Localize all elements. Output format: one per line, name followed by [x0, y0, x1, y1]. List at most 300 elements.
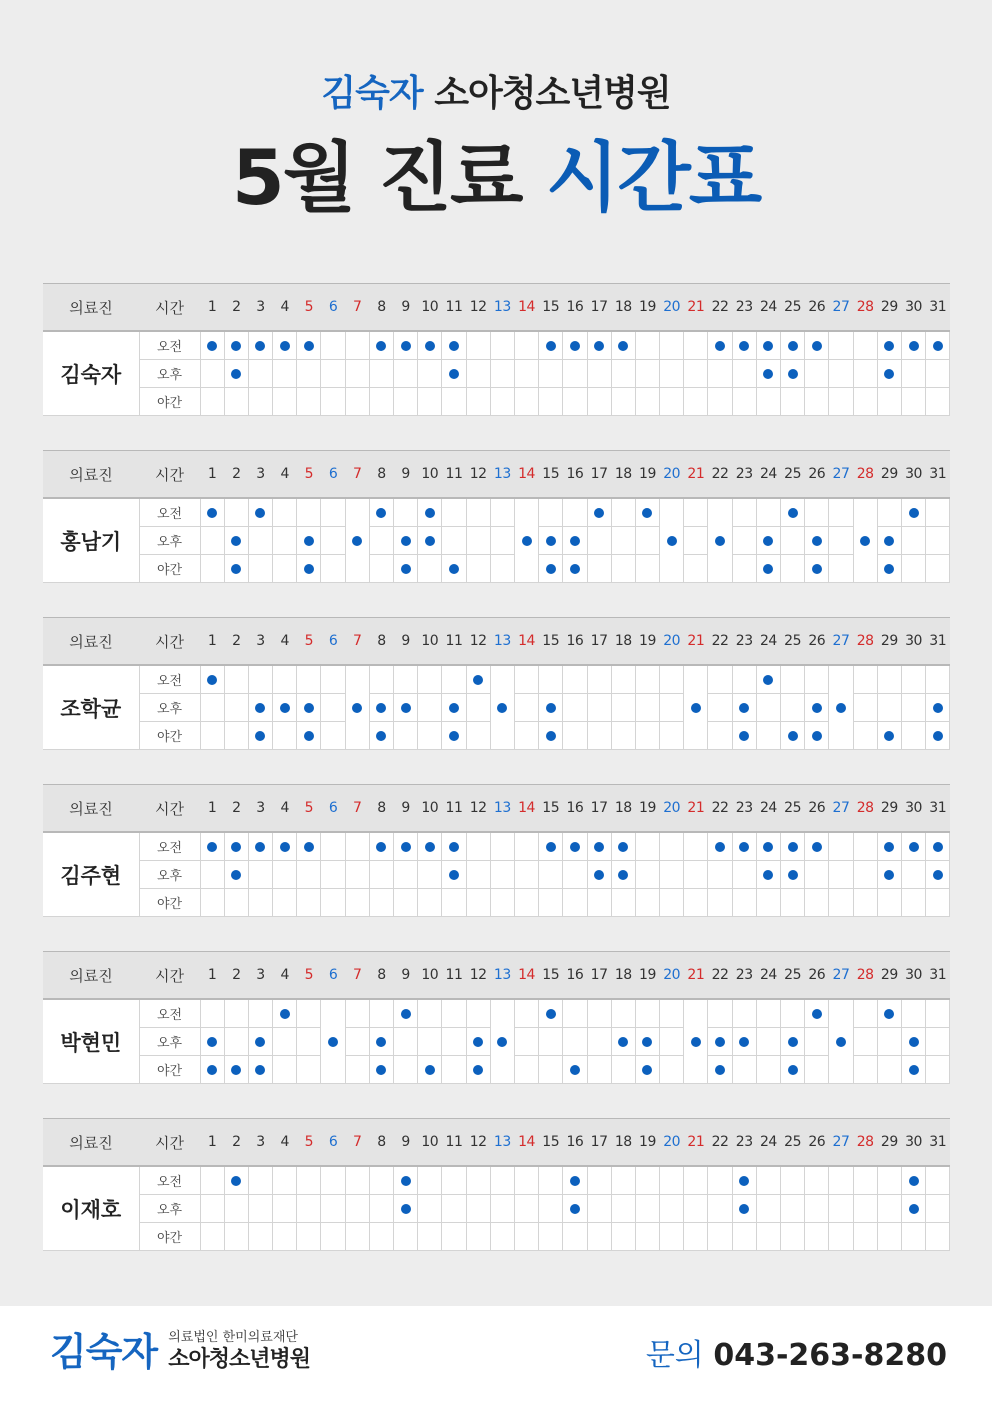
day-header: 11 [442, 1119, 466, 1167]
time-slot-label: 야간 [139, 889, 200, 917]
day-header: 24 [756, 618, 780, 666]
schedule-cell [732, 498, 756, 527]
day-header: 16 [563, 1119, 587, 1167]
day-header: 25 [781, 618, 805, 666]
schedule-cell [514, 331, 538, 360]
schedule-cell [708, 388, 732, 416]
schedule-cell [442, 999, 466, 1028]
schedule-cell [611, 1166, 635, 1195]
schedule-cell [514, 999, 538, 1028]
day-header: 8 [369, 284, 393, 332]
day-header: 7 [345, 952, 369, 1000]
day-header: 24 [756, 785, 780, 833]
schedule-cell [321, 665, 345, 694]
schedule-cell [926, 527, 950, 555]
schedule-cell [781, 1223, 805, 1251]
schedule-cell [248, 360, 272, 388]
day-header: 21 [684, 284, 708, 332]
day-header: 27 [829, 451, 853, 499]
doctor-name: 이재호 [43, 1166, 139, 1251]
schedule-cell [635, 722, 659, 750]
schedule-cell [442, 889, 466, 917]
schedule-cell [660, 360, 684, 388]
schedule-cell [901, 1028, 925, 1056]
schedule-cell [563, 1223, 587, 1251]
schedule-cell [635, 861, 659, 889]
schedule-cell [732, 1028, 756, 1056]
day-header: 22 [708, 451, 732, 499]
schedule-cell [200, 889, 224, 917]
schedule-cell [466, 694, 490, 722]
contact-phone[interactable]: 043-263-8280 [713, 1338, 947, 1373]
schedule-cell [514, 722, 538, 750]
schedule-cell [708, 665, 732, 694]
day-header: 9 [394, 785, 418, 833]
schedule-cell [345, 999, 369, 1028]
schedule-cell [926, 1056, 950, 1084]
schedule-cell [756, 999, 780, 1028]
schedule-dot [715, 536, 725, 546]
schedule-cell [732, 360, 756, 388]
schedule-cell [563, 1166, 587, 1195]
schedule-cell [708, 498, 732, 583]
schedule-cell [248, 694, 272, 722]
day-header: 22 [708, 1119, 732, 1167]
schedule-cell [224, 889, 248, 917]
schedule-cell [611, 388, 635, 416]
schedule-cell [394, 1223, 418, 1251]
schedule-cell [466, 360, 490, 388]
schedule-cell [684, 665, 708, 750]
day-header: 14 [514, 618, 538, 666]
schedule-cell [369, 555, 393, 583]
schedule-cell [708, 999, 732, 1028]
schedule-dot [207, 842, 217, 852]
schedule-cell [248, 889, 272, 917]
schedule-dot [546, 536, 556, 546]
time-slot-label: 오전 [139, 1166, 200, 1195]
schedule-cell [684, 388, 708, 416]
schedule-dot [812, 842, 822, 852]
schedule-cell [539, 1166, 563, 1195]
doctor-name: 조학균 [43, 665, 139, 750]
schedule-dot [570, 1204, 580, 1214]
schedule-cell [224, 331, 248, 360]
schedule-dot [376, 731, 386, 741]
day-header: 16 [563, 952, 587, 1000]
day-header: 2 [224, 952, 248, 1000]
schedule-dot [376, 842, 386, 852]
schedule-dot [207, 341, 217, 351]
schedule-cell [321, 1166, 345, 1195]
day-header: 9 [394, 1119, 418, 1167]
day-header: 10 [418, 785, 442, 833]
schedule-cell [539, 861, 563, 889]
schedule-cell [466, 889, 490, 917]
schedule-dot [667, 536, 677, 546]
schedule-cell [297, 555, 321, 583]
hospital-name-prefix: 김숙자 [321, 73, 423, 114]
schedule-dot [304, 341, 314, 351]
schedule-cell [781, 861, 805, 889]
schedule-cell [514, 1195, 538, 1223]
schedule-cell [805, 388, 829, 416]
schedule-cell [297, 665, 321, 694]
schedule-dot [933, 703, 943, 713]
schedule-cell [418, 861, 442, 889]
schedule-dot [788, 842, 798, 852]
day-header: 5 [297, 618, 321, 666]
schedule-cell [926, 331, 950, 360]
schedule-dot [401, 703, 411, 713]
schedule-cell [418, 1223, 442, 1251]
day-header: 3 [248, 451, 272, 499]
schedule-dot [401, 1176, 411, 1186]
schedule-cell [805, 722, 829, 750]
schedule-cell [926, 360, 950, 388]
schedule-cell [345, 498, 369, 583]
schedule-cell [539, 1195, 563, 1223]
schedule-cell [877, 527, 901, 555]
schedule-cell [273, 555, 297, 583]
schedule-dot [594, 341, 604, 351]
schedule-row [43, 889, 950, 917]
schedule-cell [877, 694, 901, 722]
schedule-cell [490, 360, 514, 388]
schedule-cell [345, 1028, 369, 1056]
schedule-cell [660, 1028, 684, 1056]
schedule-cell [539, 722, 563, 750]
day-header: 8 [369, 952, 393, 1000]
schedule-cell [442, 331, 466, 360]
time-slot-label: 야간 [139, 722, 200, 750]
schedule-cell [224, 1166, 248, 1195]
day-header: 18 [611, 952, 635, 1000]
schedule-dot [280, 842, 290, 852]
header-time-label: 시간 [139, 618, 200, 666]
schedule-block [43, 450, 950, 583]
day-header: 26 [805, 451, 829, 499]
schedule-dot [449, 842, 459, 852]
schedule-dot [763, 564, 773, 574]
schedule-dot [449, 341, 459, 351]
schedule-cell [442, 665, 466, 694]
schedule-cell [587, 498, 611, 527]
schedule-cell [684, 1166, 708, 1195]
schedule-cell [418, 665, 442, 694]
schedule-cell [466, 722, 490, 750]
day-header: 10 [418, 618, 442, 666]
day-header: 13 [490, 451, 514, 499]
schedule-cell [805, 665, 829, 694]
schedule-cell [466, 1223, 490, 1251]
schedule-dot [739, 1037, 749, 1047]
schedule-dot [497, 1037, 507, 1047]
schedule-cell [611, 331, 635, 360]
schedule-cell [224, 722, 248, 750]
schedule-cell [756, 1195, 780, 1223]
schedule-cell [418, 360, 442, 388]
schedule-dot [909, 1037, 919, 1047]
schedule-cell [200, 1223, 224, 1251]
schedule-cell [853, 331, 877, 360]
schedule-dot [401, 564, 411, 574]
schedule-cell [732, 1223, 756, 1251]
schedule-cell [563, 498, 587, 527]
schedule-cell [587, 1223, 611, 1251]
schedule-dot [425, 1065, 435, 1075]
schedule-dot [739, 703, 749, 713]
schedule-cell [877, 1195, 901, 1223]
schedule-cell [297, 360, 321, 388]
schedule-cell [926, 722, 950, 750]
time-slot-label: 오후 [139, 1028, 200, 1056]
day-header: 18 [611, 451, 635, 499]
day-header: 13 [490, 1119, 514, 1167]
schedule-cell [514, 1166, 538, 1195]
schedule-cell [660, 665, 684, 694]
time-slot-label: 오전 [139, 665, 200, 694]
schedule-cell [708, 1166, 732, 1195]
schedule-cell [756, 1056, 780, 1084]
day-header: 13 [490, 618, 514, 666]
schedule-dot [255, 508, 265, 518]
schedule-cell [563, 889, 587, 917]
day-header: 8 [369, 618, 393, 666]
schedule-dot [884, 341, 894, 351]
schedule-cell [514, 832, 538, 861]
schedule-cell [684, 498, 708, 527]
schedule-cell [732, 331, 756, 360]
day-header: 4 [273, 952, 297, 1000]
schedule-cell [781, 1028, 805, 1056]
schedule-cell [829, 555, 853, 583]
day-header: 26 [805, 952, 829, 1000]
schedule-cell [418, 388, 442, 416]
contact-label: 문의 [645, 1338, 704, 1373]
day-header: 27 [829, 1119, 853, 1167]
schedule-cell [490, 1166, 514, 1195]
day-header: 1 [200, 952, 224, 1000]
schedule-row [43, 999, 950, 1028]
schedule-cell [611, 861, 635, 889]
header-time-label: 시간 [139, 284, 200, 332]
schedule-cell [200, 1028, 224, 1056]
schedule-cell [877, 555, 901, 583]
schedule-cell [321, 832, 345, 861]
header-time-label: 시간 [139, 1119, 200, 1167]
schedule-dot [884, 1009, 894, 1019]
schedule-cell [805, 889, 829, 917]
schedule-cell [200, 694, 224, 722]
schedule-cell [200, 1195, 224, 1223]
header-doctor-label: 의료진 [43, 451, 139, 499]
schedule-cell [248, 665, 272, 694]
schedule-cell [563, 1028, 587, 1056]
schedule-cell [297, 498, 321, 527]
day-header: 16 [563, 284, 587, 332]
schedule-cell [563, 1195, 587, 1223]
schedule-cell [297, 1028, 321, 1056]
title-month: 5월 [231, 133, 355, 222]
schedule-cell [418, 555, 442, 583]
day-header: 7 [345, 451, 369, 499]
schedule-dot [642, 1037, 652, 1047]
schedule-dot [231, 1065, 241, 1075]
doctor-name: 박현민 [43, 999, 139, 1084]
schedule-cell [684, 331, 708, 360]
schedule-cell [684, 360, 708, 388]
day-header: 21 [684, 618, 708, 666]
schedule-cell [200, 555, 224, 583]
schedule-dot [788, 1065, 798, 1075]
schedule-cell [926, 388, 950, 416]
schedule-cell [345, 331, 369, 360]
header-doctor-label: 의료진 [43, 284, 139, 332]
day-header: 30 [901, 618, 925, 666]
schedule-dot [352, 536, 362, 546]
schedule-dot [594, 508, 604, 518]
schedule-cell [394, 555, 418, 583]
schedule-cell [635, 331, 659, 360]
schedule-cell [248, 1056, 272, 1084]
day-header: 31 [926, 618, 950, 666]
schedule-dot [812, 536, 822, 546]
footer-logo-sub [168, 1330, 310, 1374]
schedule-cell [490, 889, 514, 917]
day-header: 27 [829, 618, 853, 666]
day-header: 5 [297, 284, 321, 332]
day-header: 19 [635, 618, 659, 666]
day-header: 25 [781, 284, 805, 332]
day-header: 6 [321, 952, 345, 1000]
schedule-cell [466, 1166, 490, 1195]
schedule-dot [376, 1065, 386, 1075]
schedule-cell [829, 331, 853, 360]
schedule-cell [829, 832, 853, 861]
schedule-cell [781, 360, 805, 388]
schedule-cell [877, 1223, 901, 1251]
schedule-dot [642, 508, 652, 518]
day-header: 30 [901, 785, 925, 833]
schedule-cell [660, 694, 684, 722]
schedule-cell [224, 388, 248, 416]
day-header: 22 [708, 785, 732, 833]
schedule-cell [829, 388, 853, 416]
schedule-cell [611, 360, 635, 388]
day-header: 14 [514, 451, 538, 499]
schedule-cell [442, 832, 466, 861]
day-header: 1 [200, 451, 224, 499]
schedule-dot [618, 842, 628, 852]
day-header: 9 [394, 451, 418, 499]
schedule-dot [788, 508, 798, 518]
schedule-cell [853, 498, 877, 583]
schedule-cell [490, 861, 514, 889]
day-header: 29 [877, 952, 901, 1000]
schedule-cell [877, 832, 901, 861]
day-header: 25 [781, 1119, 805, 1167]
schedule-cell [587, 665, 611, 694]
day-header: 29 [877, 785, 901, 833]
schedule-cell [805, 1056, 829, 1084]
schedule-cell [273, 527, 297, 555]
header-time-label: 시간 [139, 952, 200, 1000]
schedule-cell [926, 999, 950, 1028]
day-header: 7 [345, 1119, 369, 1167]
schedule-cell [901, 331, 925, 360]
schedule-cell [273, 999, 297, 1028]
schedule-cell [273, 388, 297, 416]
day-header: 10 [418, 451, 442, 499]
day-header: 3 [248, 618, 272, 666]
schedule-cell [635, 694, 659, 722]
schedule-cell [345, 832, 369, 861]
schedule-cell [781, 527, 805, 555]
schedule-row [43, 331, 950, 360]
schedule-cell [514, 889, 538, 917]
page-title [0, 128, 992, 228]
schedule-cell [684, 527, 708, 555]
header-time-label: 시간 [139, 785, 200, 833]
schedule-cell [490, 555, 514, 583]
schedule-cell [926, 1195, 950, 1223]
day-header: 10 [418, 1119, 442, 1167]
doctor-name: 김주현 [43, 832, 139, 917]
schedule-cell [829, 1223, 853, 1251]
header-row [43, 1119, 950, 1167]
schedule-cell [297, 999, 321, 1028]
day-header: 11 [442, 618, 466, 666]
schedule-cell [297, 1195, 321, 1223]
schedule-cell [877, 498, 901, 527]
schedule-dot [715, 341, 725, 351]
schedule-cell [781, 832, 805, 861]
schedule-cell [394, 861, 418, 889]
day-header: 24 [756, 284, 780, 332]
footer-logo-name: 김숙자 [50, 1330, 158, 1374]
schedule-cell [877, 665, 901, 694]
schedule-dot [570, 341, 580, 351]
schedule-dot [231, 564, 241, 574]
schedule-cell [853, 694, 877, 722]
schedule-cell [635, 889, 659, 917]
schedule-cell [273, 1028, 297, 1056]
schedule-dot [570, 536, 580, 546]
day-header: 31 [926, 785, 950, 833]
header-row [43, 618, 950, 666]
schedule-cell [345, 1056, 369, 1084]
schedule-cell [684, 832, 708, 861]
schedule-cell [466, 665, 490, 694]
schedule-cell [514, 1223, 538, 1251]
schedule-cell [829, 1195, 853, 1223]
schedule-cell [273, 1223, 297, 1251]
schedule-dot [280, 1009, 290, 1019]
schedule-cell [732, 832, 756, 861]
footer-hospital: 소아청소년병원 [168, 1347, 310, 1372]
day-header: 20 [660, 284, 684, 332]
day-header: 2 [224, 284, 248, 332]
footer-logo [50, 1328, 310, 1376]
schedule-dot [304, 842, 314, 852]
schedule-dot [812, 731, 822, 741]
schedule-dot [788, 731, 798, 741]
schedule-dot [909, 842, 919, 852]
schedule-dot [763, 341, 773, 351]
schedule-cell [853, 832, 877, 861]
schedule-cell [563, 555, 587, 583]
